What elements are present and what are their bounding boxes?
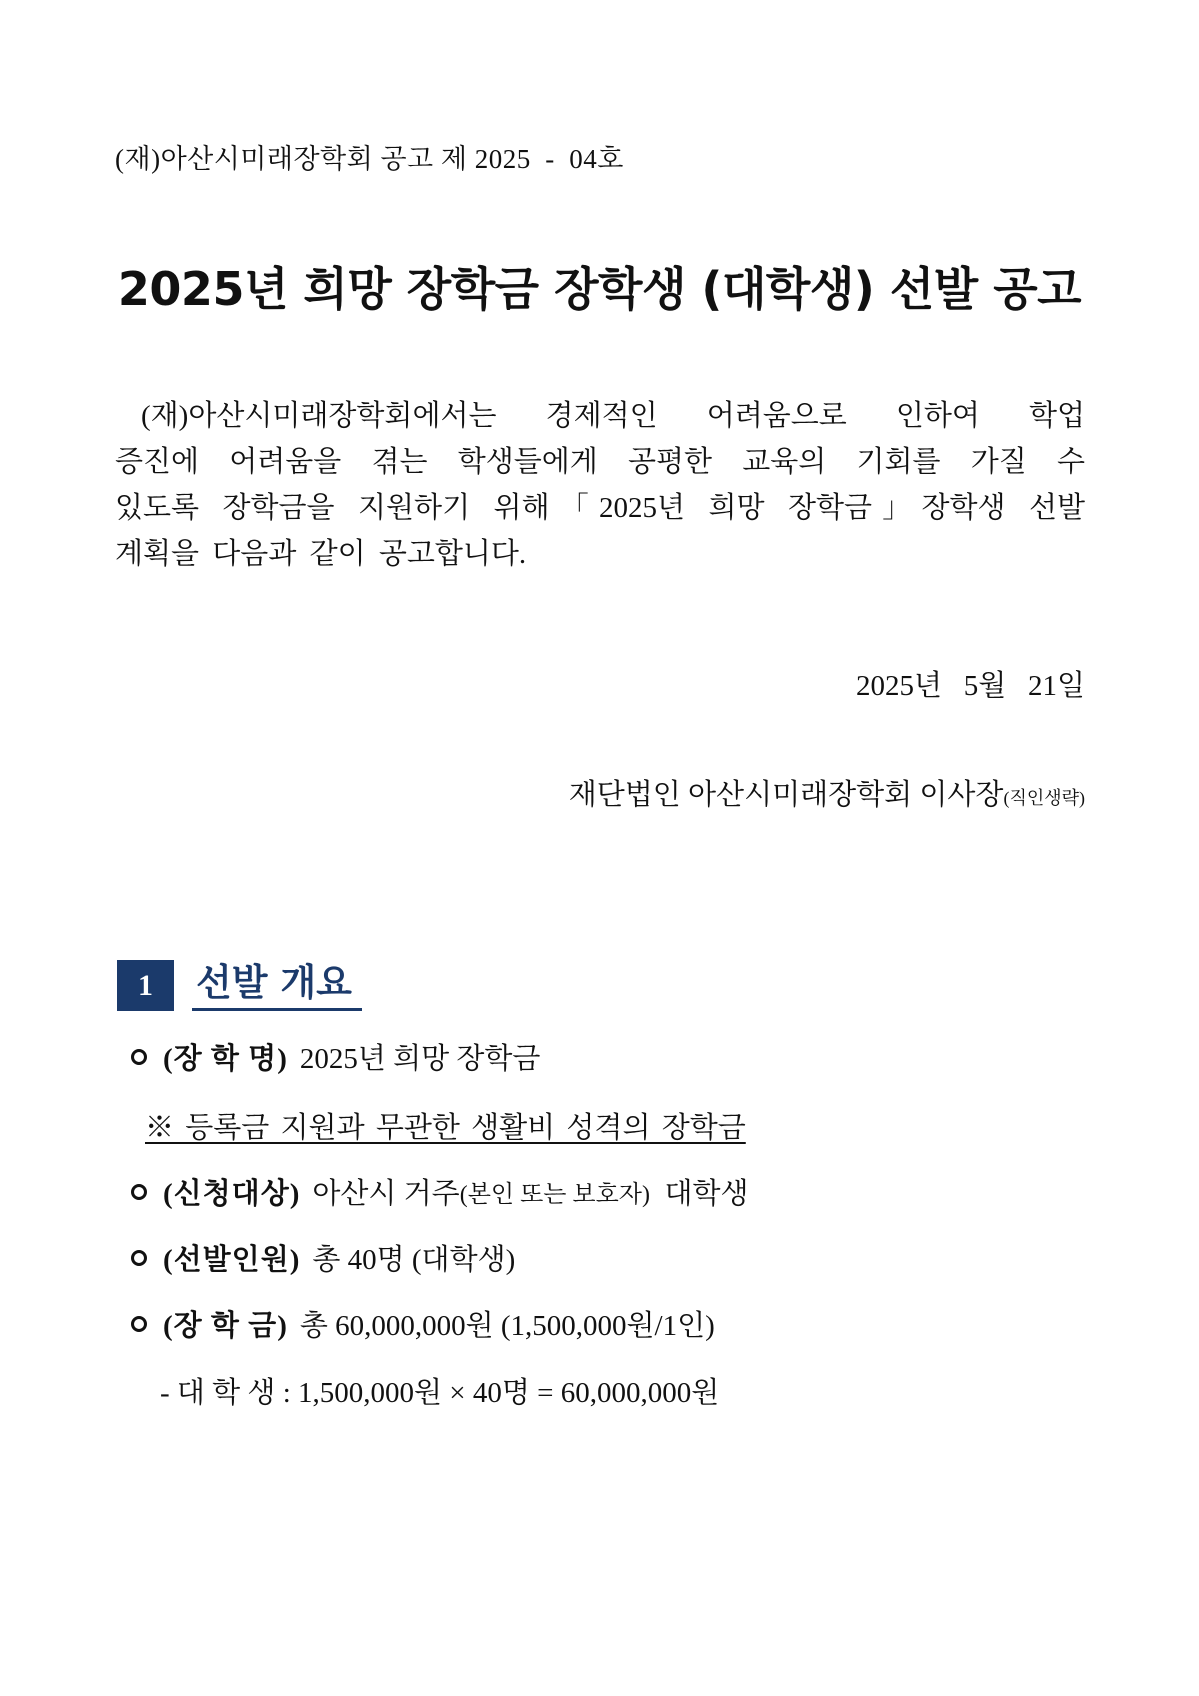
section-number: 1 [117,960,174,1011]
item-label: (선발인원) [163,1244,301,1276]
notice-date: 2025년 5월 21일 [855,670,1085,702]
item-label: (신청대상) [163,1178,301,1210]
item-label: (장 학 명) [163,1043,288,1075]
item-value-note: (본인 또는 보호자) [459,1182,650,1208]
item-value: 대학생 [664,1178,749,1210]
circle-bullet-icon [131,1250,147,1266]
notice-number: (재)아산시미래장학회 공고 제 2025 - 04호 [115,144,624,174]
signer-name: 재단법인 아산시미래장학회 이사장 [568,779,1004,811]
list-item [131,1036,540,1077]
circle-bullet-icon [131,1184,147,1200]
seal-note: (직인생략) [1003,788,1085,808]
note-text: ※ 등록금 지원과 무관한 생활비 성격의 장학금 [145,1112,746,1144]
page-title: 2025년 희망 장학금 장학생 (대학생) 선발 공고 [117,262,1082,316]
list-item [131,1171,749,1212]
intro-line: (재)아산시미래장학회에서는 경제적인 어려움으로 인하여 학업 [141,400,1085,432]
intro-paragraph [115,393,1085,577]
item-label: (장 학 금) [163,1310,288,1342]
section-title: 선발 개요 [192,960,362,1011]
item-value: 2025년 희망 장학금 [299,1043,541,1075]
item-value: 총 40명 (대학생) [312,1244,516,1276]
calculation-line: - 대 학 생 : 1,500,000원 × 40명 = 60,000,000원 [160,1377,720,1409]
intro-line: 있도록 장학금을 지원하기 위해「2025년 희망 장학금」장학생 선발 [115,492,1085,524]
intro-line: 증진에 어려움을 겪는 학생들에게 공평한 교육의 기회를 가질 수 [115,446,1085,478]
signer [569,772,1085,813]
list-item [131,1237,515,1278]
section-heading [117,960,362,1011]
circle-bullet-icon [131,1049,147,1065]
item-value: 아산시 거주 [312,1178,460,1210]
circle-bullet-icon [131,1316,147,1332]
intro-line: 계획을 다음과 같이 공고합니다. [115,538,527,570]
item-value: 총 60,000,000원 (1,500,000원/1인) [299,1310,715,1342]
list-item [131,1303,715,1344]
